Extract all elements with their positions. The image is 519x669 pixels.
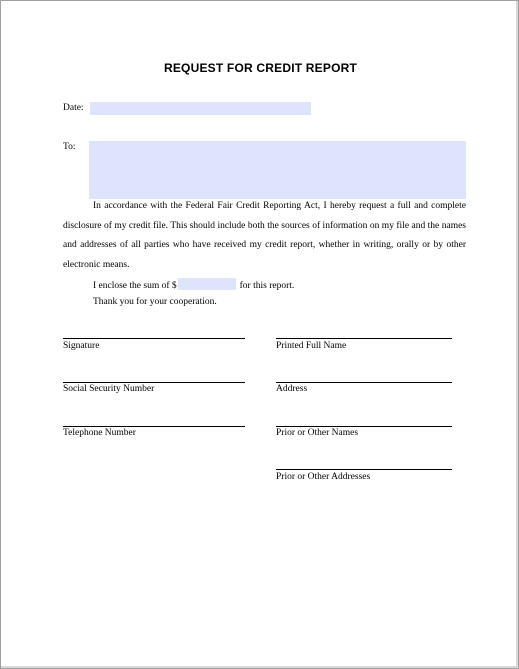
to-label: To: <box>63 142 76 152</box>
date-label: Date: <box>63 103 84 113</box>
signature-line[interactable] <box>63 338 245 339</box>
enclose-prefix: I enclose the sum of $ <box>93 281 177 291</box>
address-line[interactable] <box>276 382 452 383</box>
request-paragraph <box>63 197 466 275</box>
prior-names-line[interactable] <box>276 426 452 427</box>
prior-addresses-line[interactable] <box>276 469 452 470</box>
date-field[interactable] <box>90 102 311 115</box>
address-label: Address <box>276 384 308 394</box>
document-title: REQUEST FOR CREDIT REPORT <box>163 61 357 75</box>
request-body-text: In accordance with the Federal Fair Credit Reporting Act, I hereby request a full and complete disclosure of my credit file. This should include both the sources of information on my file and the names and addresses of all parties who have received my credit report, whether in writing, orally or by other electronic means. <box>63 201 466 270</box>
enclose-line <box>93 278 294 291</box>
telephone-label: Telephone Number <box>63 428 136 438</box>
thanks-line: Thank you for your cooperation. <box>93 297 217 307</box>
enclose-suffix: for this report. <box>239 281 295 291</box>
signature-label: Signature <box>63 341 100 351</box>
ssn-label: Social Security Number <box>63 384 155 394</box>
printed-name-line[interactable] <box>276 338 452 339</box>
telephone-line[interactable] <box>63 426 245 427</box>
prior-addresses-label: Prior or Other Addresses <box>276 472 371 482</box>
amount-field[interactable] <box>178 278 236 290</box>
prior-names-label: Prior or Other Names <box>276 428 359 438</box>
to-address-field[interactable] <box>89 141 466 199</box>
ssn-line[interactable] <box>63 382 245 383</box>
printed-name-label: Printed Full Name <box>276 341 347 351</box>
